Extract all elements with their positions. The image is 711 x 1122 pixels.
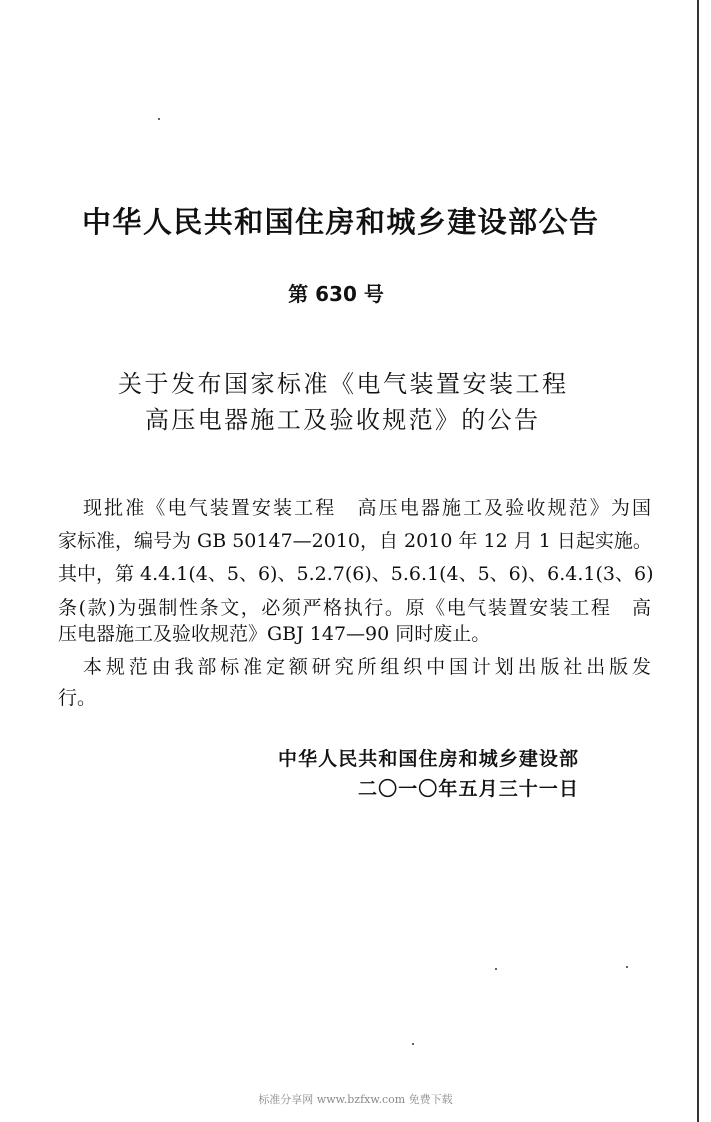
- scan-speck: [412, 1043, 414, 1045]
- body-line: 其中，第 4.4.1(4、5、6)、5.2.7(6)、5.6.1(4、5、6)、6.4.1(3、6): [58, 563, 654, 585]
- scan-speck: [495, 968, 497, 970]
- scan-speck: [158, 118, 160, 120]
- body-line: 条(款)为强制性条文，必须严格执行。原《电气装置安装工程 高: [58, 597, 651, 619]
- footer-watermark: 标准分享网 www.bzfxw.com 免费下载: [258, 1093, 453, 1106]
- body-line: 家标准，编号为 GB 50147—2010，自 2010 年 12 月 1 日起实施。: [58, 530, 652, 552]
- signature-date: 二〇一〇年五月三十一日: [358, 778, 578, 800]
- signature-issuer: 中华人民共和国住房和城乡建设部: [278, 748, 578, 770]
- body-line: 现批准《电气装置安装工程 高压电器施工及验收规范》为国: [83, 497, 651, 519]
- body-line: 本规范由我部标准定额研究所组织中国计划出版社出版发: [83, 656, 651, 678]
- heading-line-2: 高压电器施工及验收规范》的公告: [145, 406, 538, 434]
- announcement-number: 第 630 号: [288, 282, 384, 306]
- heading-line-1: 关于发布国家标准《电气装置安装工程: [118, 370, 566, 398]
- announcement-title: 中华人民共和国住房和城乡建设部公告: [82, 205, 598, 239]
- scan-edge-line: [697, 0, 699, 1122]
- body-line: 压电器施工及验收规范》GBJ 147—90 同时废止。: [58, 623, 491, 645]
- scan-speck: [626, 966, 628, 968]
- body-line: 行。: [58, 687, 97, 709]
